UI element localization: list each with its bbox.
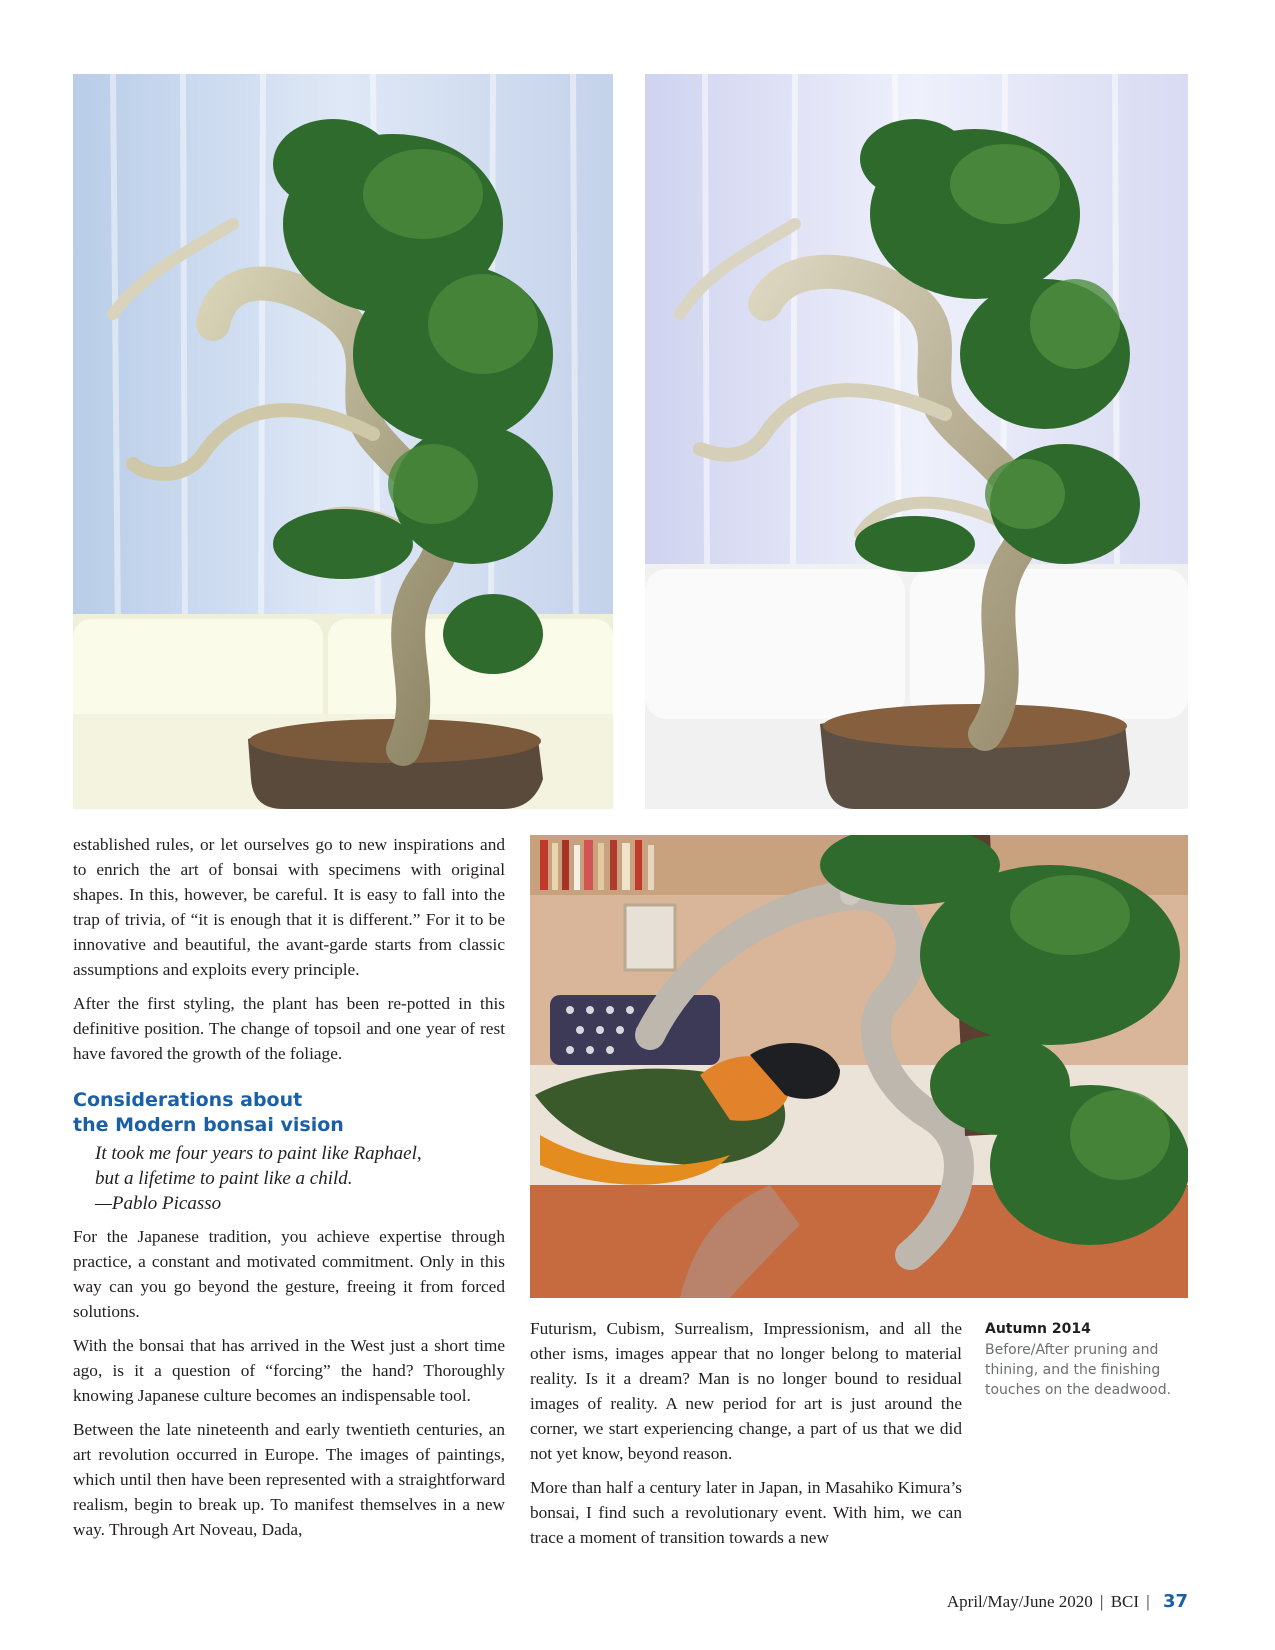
section-heading [73,1088,505,1138]
left-text-column [73,832,505,1551]
body-paragraph: Between the late nineteenth and early twentieth centuries, an art revolution occurred in Europe. The images of paintings, which until then have been represented with a straightforward realism, begin to break up. To manifest themselves in a new way. Through Art Noveau, Dada, [73,1420,505,1539]
quote-line: It took me four years to paint like Raphael, [95,1143,422,1164]
body-paragraph: established rules, or let ourselves go to new inspirations and to enrich the art of bonsai with specimens with original shapes. In this, however, be careful. It is easy to fall into the trap of trivia, of “it is enough that it is different.” For it to be innovative and beautiful, the avant-garde starts from classic assumptions and exploits every principle. [73,835,505,979]
footer-separator: | [1146,1592,1150,1611]
photo-bonsai-before [73,74,613,809]
photo-bird-and-bonsai [530,835,1188,1298]
section-heading-line: Considerations about [73,1089,303,1111]
body-paragraph: After the first styling, the plant has been re-potted in this definitive position. The change of topsoil and one year of rest have favored the growth of the foliage. [73,994,505,1063]
quote-attribution: —Pablo Picasso [95,1193,222,1214]
section-heading-line: the Modern bonsai vision [73,1114,344,1136]
quote-line: but a lifetime to paint like a child. [95,1168,353,1189]
body-paragraph: Futurism, Cubism, Surrealism, Impressionism, and all the other isms, images appear that no longer belong to material reality. Is it a dream? Man is no longer bound to residual images of reality. A new period for art is just around the corner, we start experiencing change, a part of us that we did not yet know, beyond reason. [530,1319,962,1463]
body-paragraph: More than half a century later in Japan, in Masahiko Kimura’s bonsai, I find such a revolutionary event. With him, we can trace a moment of transition towards a new [530,1478,962,1547]
magazine-name: BCI [1110,1592,1140,1611]
middle-text-column [530,1316,962,1559]
page-number: 37 [1162,1591,1188,1612]
photo-bonsai-after [645,74,1188,809]
caption-title: Autumn 2014 [985,1321,1091,1337]
caption-text: Before/After pruning and thining, and the finishing touches on the deadwood. [985,1342,1172,1398]
epigraph-quote [95,1141,505,1216]
body-paragraph: For the Japanese tradition, you achieve expertise through practice, a constant and motivated commitment. Only in this way can you go beyond the gesture, freeing it from forced solutions. [73,1227,505,1321]
photo-caption [985,1318,1185,1400]
body-paragraph: With the bonsai that has arrived in the West just a short time ago, is it a question of “forcing” the hand? Thoroughly knowing Japanese culture becomes an indispensable tool. [73,1336,505,1405]
issue-date: April/May/June 2020 [946,1592,1093,1611]
footer-separator: | [1100,1592,1104,1611]
page-footer [947,1590,1188,1614]
